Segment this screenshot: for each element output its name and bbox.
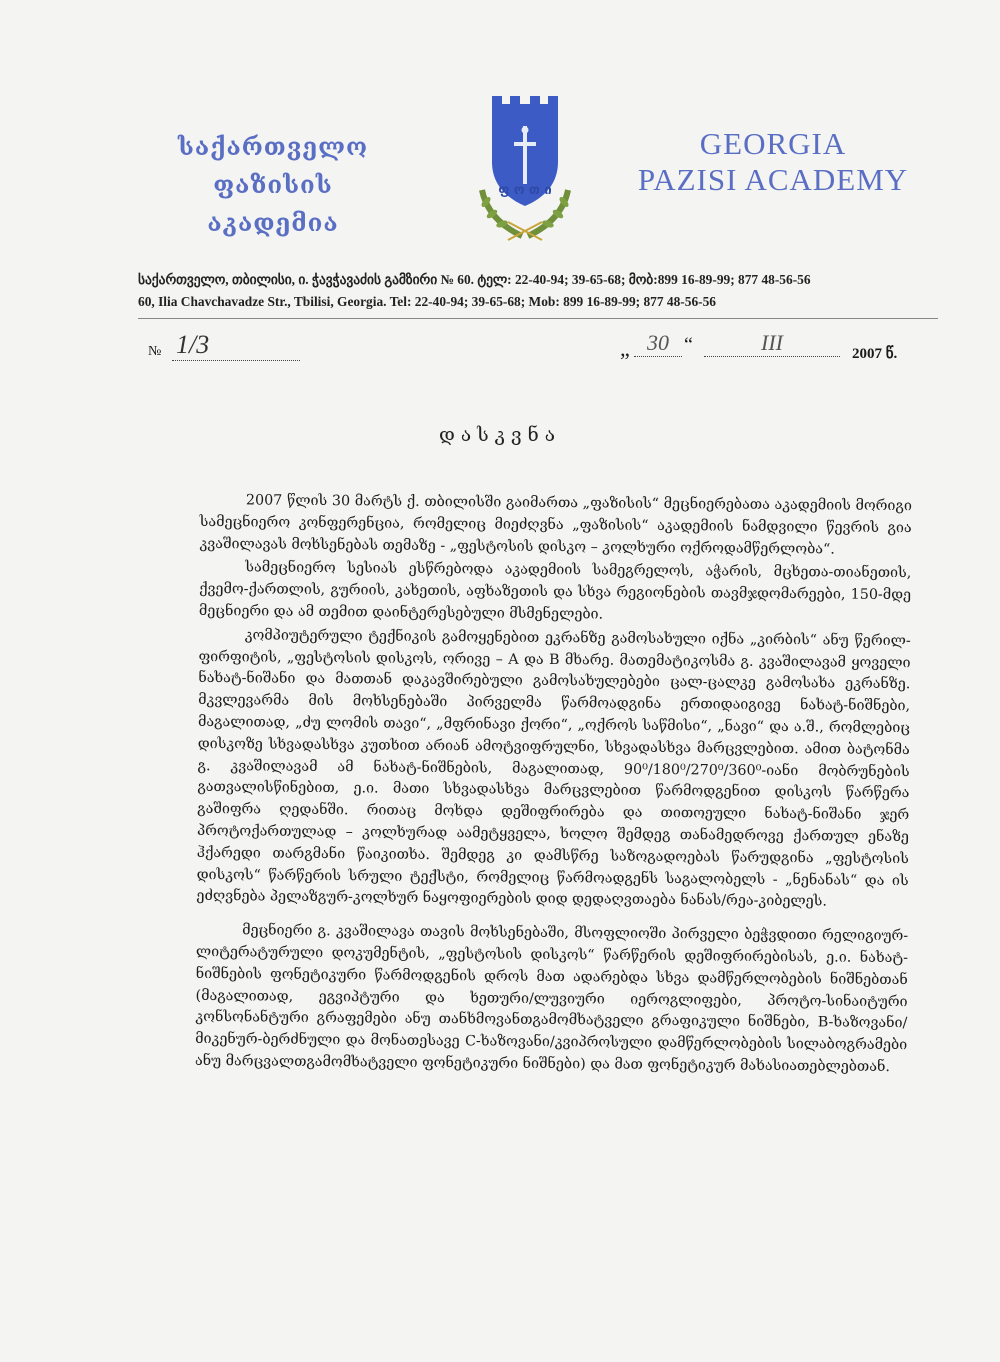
header-divider [138, 318, 938, 319]
letterhead [0, 0, 1000, 260]
number-label: № [148, 344, 162, 359]
document-number: 1/3 [172, 330, 300, 361]
georgian-name-line1: საქართველო [177, 132, 369, 161]
paragraph-3: კომპიუტერული ტექნიკის გამოყენებით ეკრანზე გამოსახული იქნა „კირბის“ ანუ წერილ-ფირფიტის, „ფესტოსის დისკოს, ორივე – A და B მხარე. მათემატიკოსმა გ. კვაშილავამ ყოველი ნახატ-ნიშანი და მათთან დაკავშირებული გამოსახულებები ცალ-ცალკე გამოსახა ეკრანზე. მკვლევარმა მის მოხსენებაში პირველმა წარმოადგინა ერთიდაიგივე ნახატ-ნიშნები, მაგალითად, „ძუ ლომის თავი“, „მფრინავი ქორი“, „ოქროს საწმისი“, „ნავი“ და ა.შ., რომლებიც დისკოზე სხვადასხვა კუთხით არიან ამოტვიფრულნი, სხვადასხვა მარცვლებით. ამით ბატონმა გ. კვაშილავამ ამ ნახატ-ნიშნების, მაგალითად, 90⁰/180⁰/270⁰/360⁰-იანი მობრუნების გათვალისწინებით, ე.ი. მათი სხვადასხვა მარცვლებით წარმოდგენით დისკოს წარწერა გაშიფრა ღედანში. რითაც მოხდა დეშიფრირება და თითოეული ნახატ-ნიშანი ჯერ პროტოქართულად – კოლხურად აამეტყველა, ხოლო შემდეგ თანამედროვე ქართულ ენაზე ჰქარედი თარგმანი წაიკითხა. შემდეგ კი დამსწრე საზოგადოებას წარუდგინა „ფესტოსის დისკოს“ წარწერის სრული ტექსტი, რომელიც წარმოადგენს საგალობელს - „ნენანას“ და ის ეძღვნება პელაზგურ-კოლხურ ნაყოფიერების დიდ დედაღვთაება ნანას/რეა-კიბელეს. [196, 627, 911, 910]
address-english: 60, Ilia Chavchavadze Str., Tbilisi, Georgia. Tel: 22-40-94; 39-65-68; Mob: 899 16-89-99; 877 48-56-56 [138, 294, 717, 309]
date-open-quote: „ [620, 336, 630, 361]
english-academy-name [628, 126, 918, 198]
document-body [195, 490, 912, 1081]
english-name-line1: GEORGIA [699, 126, 847, 161]
georgian-name-line2: ფაზისის აკადემია [207, 170, 339, 237]
date-month: III [704, 330, 840, 357]
address-georgian: საქართველო, თბილისი, ი. ჭავჭავაძის გამზირი № 60. ტელ: 22-40-94; 39-65-68; მობ:899 16-89-99; 877 48-56-56 [138, 272, 811, 287]
english-name-line2: PAZISI ACADEMY [637, 162, 909, 197]
crest-letters: ფ ო თ ი [498, 183, 552, 198]
document-title: დასკვნა [439, 424, 561, 446]
date-year: 2007 წ. [852, 346, 898, 362]
date-day: 30 [634, 330, 682, 357]
reference-line [0, 330, 1000, 370]
academy-crest-icon [470, 90, 580, 250]
paragraph-2: სამეცნიერო სესიას ესწრებოდა აკადემიის სამეგრელოს, აჭარის, მცხეთა-თიანეთის, ქვემო-ქართლის, გურიის, კახეთის, აფხაზეთის და სხვა რეგიონების თავმჯდომარეები, 150-მდე მეცნიერი და ამ თემით დაინტერესებული მსმენელები. [198, 559, 912, 623]
date-close-quote: “ [684, 334, 693, 356]
georgian-academy-name [148, 128, 398, 242]
paragraph-4: მეცნიერი გ. კვაშილავა თავის მოხსენებაში, მსოფლიოში პირველი ბეჭვდითი რელიგიურ-ლიტერატურული დოკუმენტის, „ფესტოსის დისკოს“ წარწერის დეშიფრირებისას, ე.ი. ნახატ-ნიშნების ფონეტიკური წარმოდგენის დროს მათ ადარებდა სხვა დამწერლობების ნიშნებთან (მაგალითად, ეგვიპტური და ხეთური/ლუვიური იეროგლიფები, პროტო-სინაიტური კონსონანტური გრაფემები ანუ თანხმოვანთგამომხატველი გრაფიკული ნიშნები, B-ხაზოვანი/მიკენურ-ბერძნული და მონათესავე C-ხაზოვანი/კვიპროსული დამწერლობების სილაბოგრამები ანუ მარცვალთგამომხატველი ფონეტიკური ნიშნები) და მათ ფონეტიკურ მახასიათებლებთან. [194, 922, 909, 1075]
paragraph-1: 2007 წლის 30 მარტს ქ. თბილისში გაიმართა „ფაზისის“ მეცნიერებათა აკადემიის მორიგი სამეცნიერო კონფერენცია, რომელიც მიეძღვნა „ფაზისის“ აკადემიის ნამდვილი წევრის გია კვაშილავას მოხსენებას თემაზე - „ფესტოსის დისკო – კოლხური ოქროდამწერლობა“. [199, 492, 912, 558]
